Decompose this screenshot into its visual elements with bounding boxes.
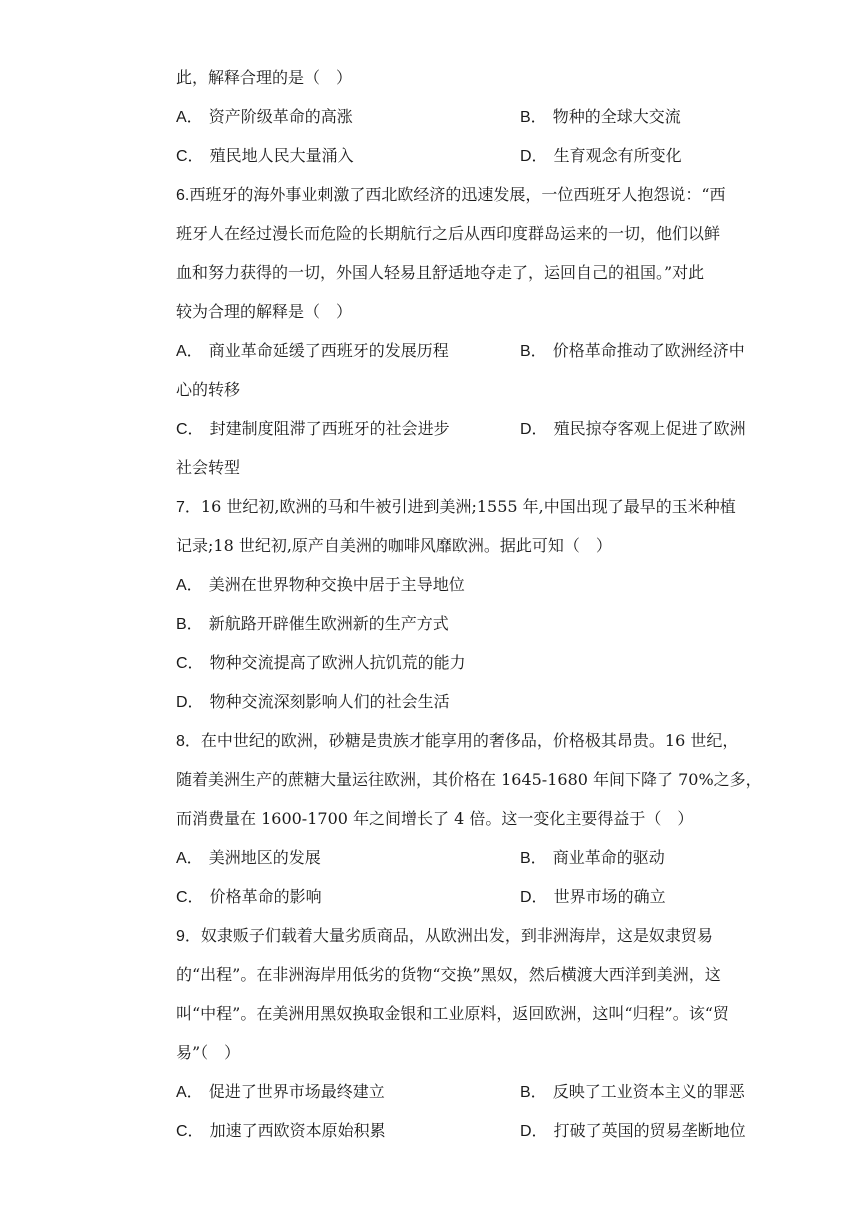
q6-stem-line-1	[176, 175, 766, 214]
option-letter: A．	[176, 109, 203, 126]
q8-number: 8．	[176, 733, 201, 750]
q9-option-a	[176, 1072, 385, 1112]
q9-stem-text: 易”（ ）	[176, 1043, 241, 1062]
option-text: 资产阶级革命的高涨	[208, 107, 353, 126]
q7-stem-text: 16 世纪初,欧洲的马和牛被引进到美洲;1555 年,中国出现了最早的玉米种植	[200, 497, 736, 516]
q7-option-a	[176, 565, 766, 604]
option-text: 美洲在世界物种交换中居于主导地位	[208, 575, 465, 594]
q6-options-row-2	[176, 409, 766, 448]
q9-stem-text: 奴隶贩子们载着大量劣质商品，从欧洲出发，到非洲海岸，这是奴隶贸易	[200, 926, 713, 945]
q9-option-c	[176, 1111, 386, 1151]
option-text: 打破了英国的贸易垄断地位	[553, 1121, 746, 1140]
q9-stem-text: 的“出程”。在非洲海岸用低劣的货物“交换”黑奴，然后横渡大西洋到美洲，这	[176, 965, 721, 984]
q5-stem-text: 此，解释合理的是（ ）	[176, 68, 353, 87]
option-text: 物种交流深刻影响人们的社会生活	[209, 692, 450, 711]
option-letter: B．	[520, 1084, 547, 1101]
q8-stem-line-1	[176, 721, 766, 760]
q5-stem-tail	[176, 58, 766, 97]
option-text: 生育观念有所变化	[553, 146, 682, 165]
option-letter: B．	[176, 616, 203, 633]
option-letter: B．	[520, 850, 547, 867]
option-text: 价格革命推动了欧洲经济中	[552, 341, 745, 360]
q9-number: 9．	[176, 928, 201, 945]
option-text: 心的转移	[176, 380, 241, 399]
option-text: 商业革命延缓了西班牙的发展历程	[208, 341, 449, 360]
option-letter: C．	[176, 889, 204, 906]
option-text: 新航路开辟催生欧洲新的生产方式	[208, 614, 449, 633]
q8-options-row-2	[176, 877, 766, 916]
option-text: 殖民掠夺客观上促进了欧洲	[553, 419, 746, 438]
q8-option-c	[176, 877, 322, 917]
q5-option-d	[520, 136, 682, 176]
q8-option-b	[520, 838, 665, 878]
q9-stem-text: 叫“中程”。在美洲用黑奴换取金银和工业原料，返回欧洲，这叫“归程”。该“贸	[176, 1004, 729, 1023]
q6-stem-line-2	[176, 214, 766, 253]
q8-stem-text: 在中世纪的欧洲，砂糖是贵族才能享用的奢侈品，价格极其昂贵。16 世纪，	[200, 731, 739, 750]
q7-option-c	[176, 643, 766, 682]
option-text: 反映了工业资本主义的罪恶	[552, 1082, 745, 1101]
q6-stem-text: 班牙人在经过漫长而危险的长期航行之后从西印度群岛运来的一切，他们以鲜	[176, 224, 721, 243]
q7-option-b	[176, 604, 766, 643]
option-text: 社会转型	[176, 458, 241, 477]
q6-stem-text: 较为合理的解释是（ ）	[176, 302, 353, 321]
q5-options-row-1	[176, 97, 766, 136]
q9-option-d	[520, 1111, 746, 1151]
q8-option-d	[520, 877, 666, 917]
option-letter: B．	[520, 109, 547, 126]
q8-stem-line-3	[176, 799, 766, 838]
option-letter: B．	[520, 343, 547, 360]
option-text: 价格革命的影响	[209, 887, 322, 906]
option-letter: C．	[176, 148, 204, 165]
q6-option-c	[176, 409, 450, 449]
option-text: 促进了世界市场最终建立	[208, 1082, 385, 1101]
q9-option-b	[520, 1072, 745, 1112]
q6-option-b-continued	[176, 370, 766, 409]
option-letter: A．	[176, 850, 203, 867]
q7-stem-text: 记录;18 世纪初,原产自美洲的咖啡风靡欧洲。据此可知（ ）	[176, 536, 612, 555]
q6-option-d-continued	[176, 448, 766, 487]
option-letter: D．	[520, 421, 548, 438]
q7-stem-line-2	[176, 526, 766, 565]
q9-options-row-2	[176, 1111, 766, 1150]
q8-stem-line-2	[176, 760, 766, 799]
q8-options-row-1	[176, 838, 766, 877]
option-letter: D．	[176, 694, 204, 711]
option-letter: D．	[520, 1123, 548, 1140]
q6-option-b	[520, 331, 745, 371]
q6-number: 6.	[176, 187, 190, 204]
q5-option-b	[520, 97, 681, 137]
option-letter: C．	[176, 421, 204, 438]
q9-stem-line-1	[176, 916, 766, 955]
q9-stem-line-4	[176, 1033, 766, 1072]
option-text: 加速了西欧资本原始积累	[209, 1121, 386, 1140]
option-letter: C．	[176, 1123, 204, 1140]
option-text: 美洲地区的发展	[208, 848, 321, 867]
q5-options-row-2	[176, 136, 766, 175]
q6-option-d	[520, 409, 746, 449]
option-letter: C．	[176, 655, 204, 672]
q9-options-row-1	[176, 1072, 766, 1111]
q6-stem-line-4	[176, 292, 766, 331]
q6-options-row-1	[176, 331, 766, 370]
q7-stem-line-1	[176, 487, 766, 526]
q6-option-a	[176, 331, 449, 371]
q6-stem-line-3	[176, 253, 766, 292]
q9-stem-line-3	[176, 994, 766, 1033]
q5-option-a	[176, 97, 353, 137]
option-letter: A．	[176, 1084, 203, 1101]
q6-stem-text: 血和努力获得的一切，外国人轻易且舒适地夺走了，运回自己的祖国。”对此	[176, 263, 705, 282]
option-text: 商业革命的驱动	[552, 848, 665, 867]
q7-number: 7．	[176, 499, 201, 516]
q7-option-d	[176, 682, 766, 721]
option-letter: A．	[176, 577, 203, 594]
option-text: 物种的全球大交流	[552, 107, 681, 126]
q8-stem-text: 而消费量在 1600-1700 年之间增长了 4 倍。这一变化主要得益于（ ）	[176, 809, 694, 828]
q5-option-c	[176, 136, 354, 176]
option-letter: D．	[520, 889, 548, 906]
option-text: 殖民地人民大量涌入	[209, 146, 354, 165]
option-text: 物种交流提高了欧洲人抗饥荒的能力	[209, 653, 466, 672]
option-letter: A．	[176, 343, 203, 360]
q6-stem-text: 西班牙的海外事业刺激了西北欧经济的迅速发展，一位西班牙人抱怨说：“西	[189, 185, 726, 204]
q9-stem-line-2	[176, 955, 766, 994]
option-text: 世界市场的确立	[553, 887, 666, 906]
q8-stem-text: 随着美洲生产的蔗糖大量运往欧洲，其价格在 1645-1680 年间下降了 70%之多，	[176, 770, 762, 789]
option-text: 封建制度阻滞了西班牙的社会进步	[209, 419, 450, 438]
q8-option-a	[176, 838, 321, 878]
option-letter: D．	[520, 148, 548, 165]
